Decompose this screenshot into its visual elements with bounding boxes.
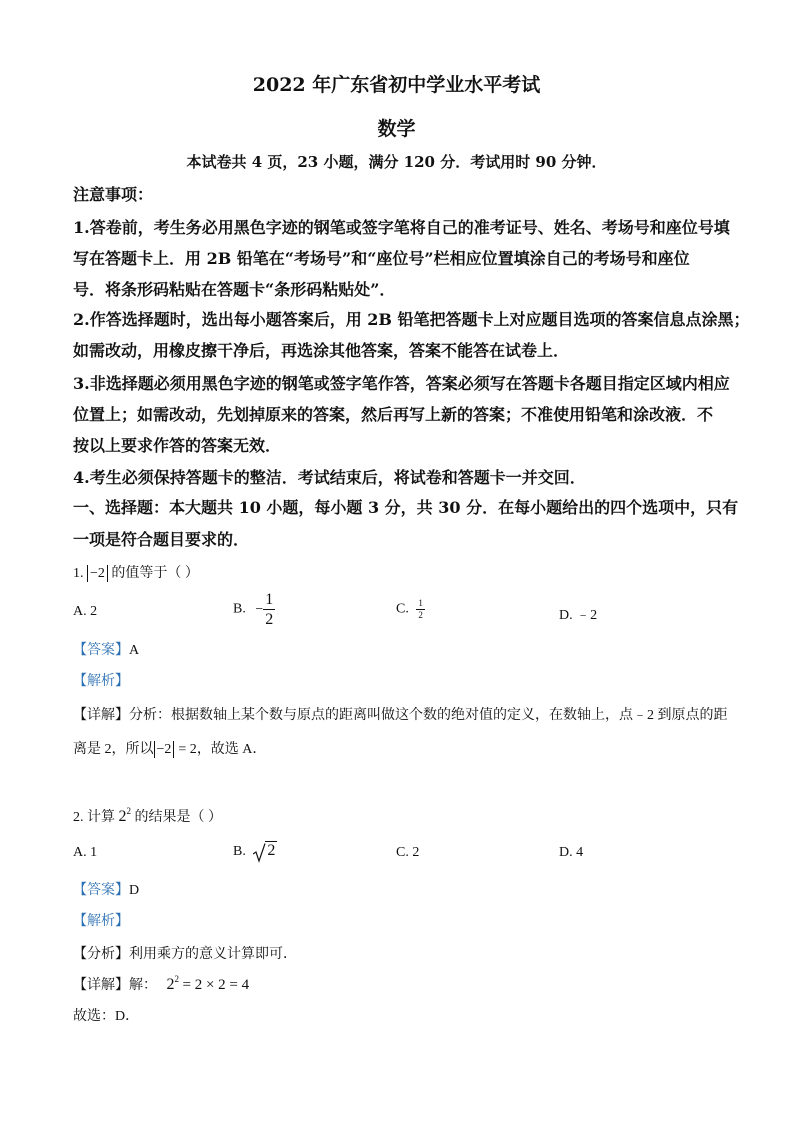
question-stem-text: 计算 <box>87 810 115 825</box>
option-d: D. 4 <box>559 845 584 860</box>
notice-line: 2.作答选择题时，选出每小题答案后，用 2B 铅笔把答题卡上对应题目选项的答案信息点涂黑； <box>73 310 750 329</box>
equation-result: = 2 × 2 = 4 <box>182 977 250 993</box>
detail-text: 解： <box>129 978 157 993</box>
detail-tag: 【详解】 <box>73 978 129 993</box>
detail-text: 离是 2，所以 <box>73 742 154 757</box>
answer-tag: 【答案】 <box>73 883 129 898</box>
question-stem-text: 的值等于（ ） <box>111 566 199 581</box>
notice-line: 1.答卷前，考生务必用黑色字迹的钢笔或签字笔将自己的准考证号、姓名、考场号和座位号填 <box>73 218 730 237</box>
option-c <box>396 598 425 621</box>
power-exponent: 2 <box>174 974 179 984</box>
fraction-denominator: 2 <box>418 609 423 620</box>
option-c: C. 2 <box>396 845 420 860</box>
power-base: 2 <box>166 976 175 993</box>
fraction-numerator: 1 <box>263 590 275 610</box>
question-1-stem <box>73 562 199 582</box>
notice-heading: 注意事项： <box>73 185 154 204</box>
answer-value: D <box>129 883 140 898</box>
answer-line <box>73 639 139 659</box>
question-stem-text: 的结果是（ ） <box>134 810 222 825</box>
analysis-tag: 【解析】 <box>73 674 129 689</box>
question-number: 1. <box>73 566 84 581</box>
fraction-denominator: 2 <box>265 611 274 629</box>
notice-line: 写在答题卡上．用 2B 铅笔在“考场号”和“座位号”栏相应位置填涂自己的考场号和座位 <box>73 249 690 268</box>
detail-text: 分析：根据数轴上某个数与原点的距离叫做这个数的绝对值的定义，在数轴上，点﹣2 到原点的距 <box>129 708 728 723</box>
radical-sign-icon <box>253 843 266 863</box>
power-exponent: 2 <box>126 806 131 816</box>
analysis-line <box>73 910 129 930</box>
option-label: B. <box>233 844 246 859</box>
notice-line: 按以上要求作答的答案无效． <box>73 436 282 455</box>
conclusion-line: 故选：D． <box>73 1009 140 1024</box>
option-b <box>233 590 275 629</box>
option-b <box>233 842 277 860</box>
fraction <box>263 590 275 629</box>
abs-value-expression: −2 <box>87 565 108 582</box>
answer-tag: 【答案】 <box>73 643 129 658</box>
hint-tag: 【分析】 <box>73 947 129 962</box>
answer-value: A <box>129 643 140 658</box>
exam-title: 2022 年广东省初中学业水平考试 <box>252 74 541 96</box>
power-base: 2 <box>118 808 127 825</box>
detail-line-2 <box>73 738 266 758</box>
question-number: 2. <box>73 810 84 825</box>
option-a: A. 2 <box>73 604 98 619</box>
notice-line: 4.考生必须保持答题卡的整洁．考试结束后，将试卷和答题卡一并交回． <box>73 468 586 487</box>
section-heading-line1: 一、选择题：本大题共 10 小题，每小题 3 分，共 30 分．在每小题给出的四个选项中，只有 <box>73 498 739 517</box>
analysis-line <box>73 670 129 690</box>
fraction-numerator: 1 <box>418 598 423 608</box>
detail-line-1 <box>73 704 728 724</box>
equation-result: = 2 <box>178 742 197 757</box>
detail-line <box>73 974 249 994</box>
notice-line: 号．将条形码粘贴在答题卡“条形码粘贴处”． <box>73 280 396 299</box>
exam-info: 本试卷共 4 页，23 小题，满分 120 分．考试用时 90 分钟． <box>186 153 607 171</box>
option-a: A. 1 <box>73 845 98 860</box>
question-2-stem <box>73 806 222 826</box>
radicand: 2 <box>267 842 276 859</box>
square-root <box>253 842 277 860</box>
abs-value-expression: −2 <box>154 741 175 758</box>
subject-title: 数学 <box>377 118 416 140</box>
section-heading-line2: 一项是符合题目要求的． <box>73 530 250 549</box>
notice-line: 3.非选择题必须用黑色字迹的钢笔或签字笔作答，答案必须写在答题卡各题目指定区域内相应 <box>73 374 730 393</box>
analysis-tag: 【解析】 <box>73 914 129 929</box>
notice-line: 位置上；如需改动，先划掉原来的答案，然后再写上新的答案；不准使用铅笔和涂改液．不 <box>73 405 714 424</box>
detail-text: ，故选 A． <box>196 742 267 757</box>
option-label: B. <box>233 601 246 617</box>
answer-line <box>73 879 139 899</box>
fraction <box>416 598 425 621</box>
minus-sign: − <box>255 601 264 617</box>
option-label: C. <box>396 601 409 617</box>
option-d: D. ﹣2 <box>559 608 598 623</box>
hint-text: 利用乘方的意义计算即可． <box>129 947 297 962</box>
notice-line: 如需改动，用橡皮擦干净后，再选涂其他答案，答案不能答在试卷上． <box>73 341 570 360</box>
hint-line <box>73 943 297 963</box>
detail-tag: 【详解】 <box>73 708 129 723</box>
